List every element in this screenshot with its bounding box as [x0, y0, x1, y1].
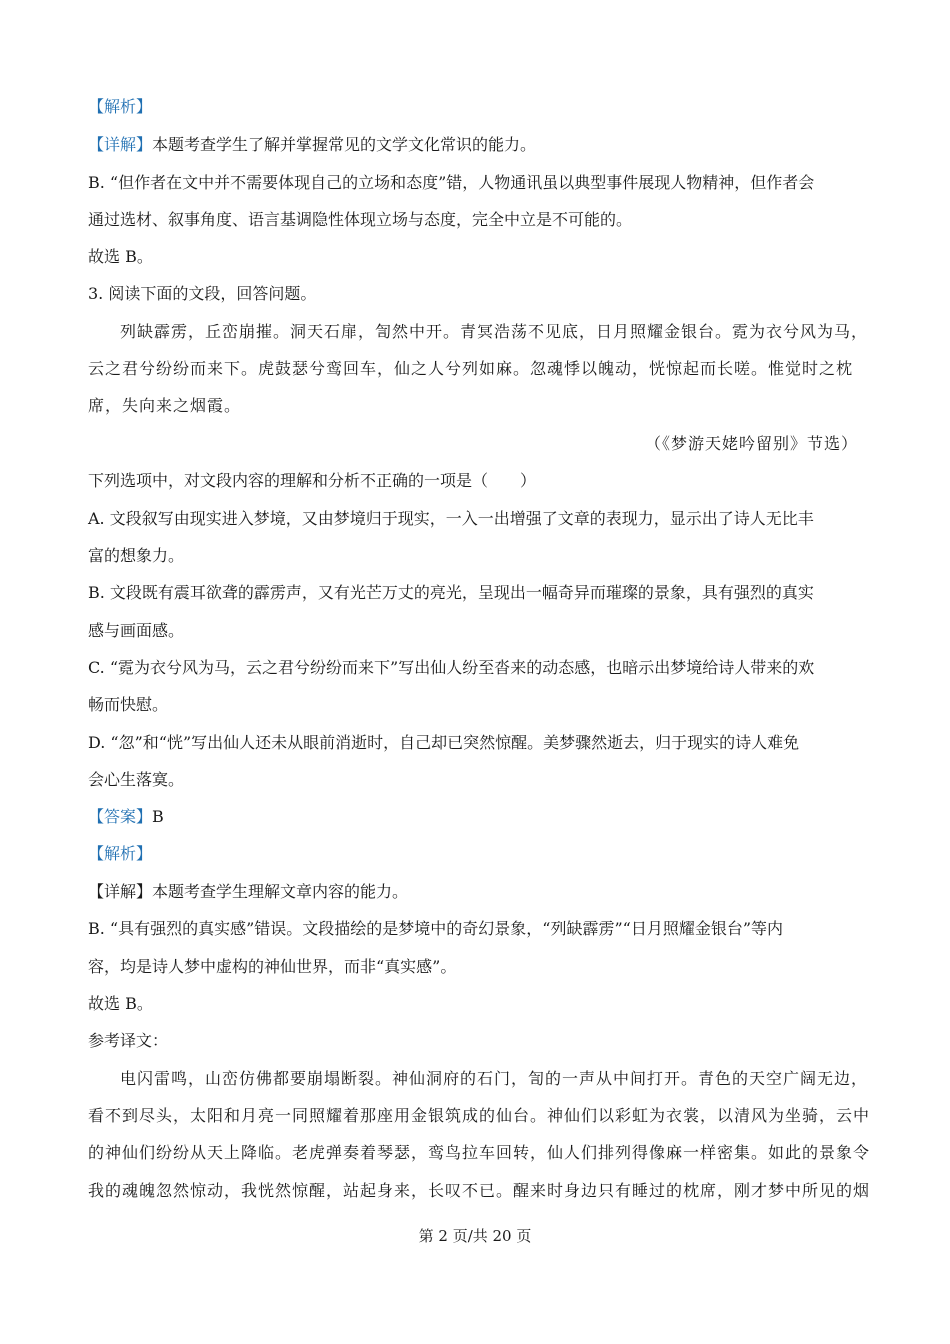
translation-heading: 参考译文：	[88, 1031, 169, 1050]
option-d-cont: 会心生落寞。	[88, 770, 185, 789]
answer-value: B	[152, 807, 164, 826]
answer-conclusion: 故选 B。	[88, 994, 153, 1013]
option-b-cont: 感与画面感。	[88, 621, 185, 640]
question-title: 3. 阅读下面的文段，回答问题。	[88, 284, 317, 303]
answer-line	[88, 806, 164, 828]
translation-line: 我的魂魄忽然惊动，我恍然惊醒，站起身来，长叹不已。醒来时身边只有睡过的枕席，刚才梦中所见的烟	[88, 1181, 871, 1200]
answer-tag: 【答案】	[88, 807, 153, 826]
paragraph-line: 容，均是诗人梦中虚构的神仙世界，而非“真实感”。	[88, 957, 457, 976]
analysis-heading: 【解析】	[88, 844, 153, 863]
translation-line: 电闪雷鸣，山峦仿佛都要崩塌断裂。神仙洞府的石门，訇的一声从中间打开。青色的天空广阔无边，	[120, 1069, 869, 1088]
poem-line: 列缺霹雳，丘峦崩摧。洞天石扉，訇然中开。青冥浩荡不见底，日月照耀金银台。霓为衣兮风为马，	[120, 322, 869, 341]
paragraph-line: 通过选材、叙事角度、语言基调隐性体现立场与态度，完全中立是不可能的。	[88, 210, 633, 229]
poem-source: （《梦游天姥吟留别》节选）	[644, 434, 858, 453]
question-stem: 下列选项中，对文段内容的理解和分析不正确的一项是（ ）	[88, 471, 537, 490]
paragraph-line: B. “具有强烈的真实感”错误。文段描绘的是梦境中的奇幻景象，“列缺霹雳”“日月照耀金银台”等内	[88, 919, 784, 938]
paragraph-line: B. “但作者在文中并不需要体现自己的立场和态度”错，人物通讯虽以典型事件展现人物精神，但作者会	[88, 173, 815, 192]
option-a-cont: 富的想象力。	[88, 546, 185, 565]
analysis-heading: 【解析】	[88, 97, 153, 116]
detail-tag: 【详解】	[88, 882, 153, 901]
poem-line: 云之君兮纷纷而来下。虎鼓瑟兮鸾回车，仙之人兮列如麻。忽魂悸以魄动，恍惊起而长嗟。惟觉时之枕	[88, 359, 854, 378]
option-d: D. “忽”和“恍”写出仙人还未从眼前消逝时，自己却已突然惊醒。美梦骤然逝去，归于现实的诗人难免	[88, 733, 800, 752]
detail-line	[88, 134, 536, 156]
detail-tag: 【详解】	[88, 135, 153, 154]
detail-text: 本题考查学生理解文章内容的能力。	[152, 882, 409, 901]
page-footer: 第 2 页/共 20 页	[418, 1227, 532, 1245]
detail-text: 本题考查学生了解并掌握常见的文学文化常识的能力。	[152, 135, 537, 154]
option-a: A. 文段叙写由现实进入梦境，又由梦境归于现实，一入一出增强了文章的表现力，显示出了诗人无比丰	[88, 509, 814, 528]
option-b: B. 文段既有震耳欲聋的霹雳声，又有光芒万丈的亮光，呈现出一幅奇异而璀璨的景象，具有强烈的真实	[88, 583, 814, 602]
option-c: C. “霓为衣兮风为马，云之君兮纷纷而来下”写出仙人纷至沓来的动态感，也暗示出梦境给诗人带来的欢	[88, 658, 815, 677]
option-c-cont: 畅而快慰。	[88, 695, 169, 714]
poem-line: 席，失向来之烟霞。	[88, 396, 242, 415]
translation-line: 看不到尽头，太阳和月亮一同照耀着那座用金银筑成的仙台。神仙们以彩虹为衣裳，以清风为坐骑，云中	[88, 1106, 871, 1125]
detail-line	[88, 881, 408, 903]
translation-line: 的神仙们纷纷从天上降临。老虎弹奏着琴瑟，鸾鸟拉车回转，仙人们排列得像麻一样密集。如此的景象令	[88, 1143, 871, 1162]
answer-conclusion: 故选 B。	[88, 247, 153, 266]
